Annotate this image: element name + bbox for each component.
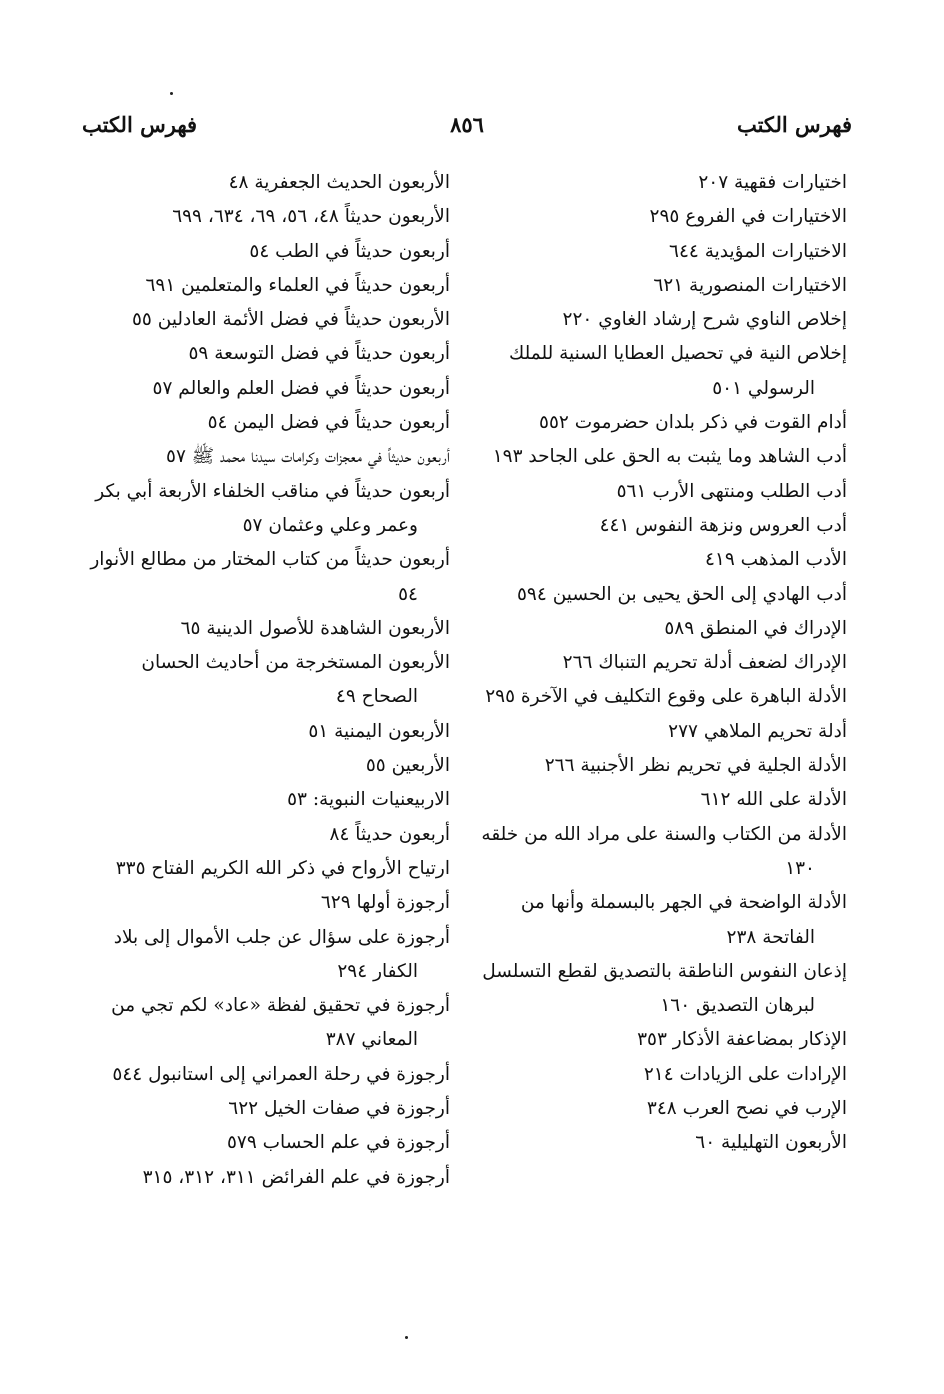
index-entry: أرجوزة في صفات الخيل ٦٢٢: [228, 1098, 450, 1120]
index-entry: الاختيارات المنصورية ٦٢١: [653, 274, 847, 296]
index-entry: الاختيارات المؤيدية ٦٤٤: [669, 240, 847, 262]
index-entry: أربعون حديثاً في مناقب الخلفاء الأربعة أبي بكر وعمر وعلي وعثمان ٥٧: [95, 480, 450, 536]
index-entry: أدب الطلب ومنتهى الأرب ٥٦١: [616, 480, 847, 502]
index-entry: الأدلة من الكتاب والسنة على مراد الله من خلقه ١٣٠: [481, 823, 847, 879]
speck-mark: [405, 1336, 408, 1339]
page-number: ٨٥٦: [450, 112, 484, 137]
index-entry: الأربعون حديثاً في فضل الأئمة العادلين ٥٥: [131, 309, 450, 331]
index-entry: الأربعون المستخرجة من أحاديث الحسان الصحاح ٤٩: [141, 652, 450, 708]
index-entry: الأدلة الباهرة على وقوع التكليف في الآخرة ٢٩٥: [485, 686, 847, 708]
index-entry: أرجوزة أولها ٦٢٩: [320, 892, 450, 914]
index-entry: إخلاص النية في تحصيل العطايا السنية للملك الرسولي ٥٠١: [509, 343, 847, 399]
index-entry: الأربعون التهليلية ٦٠: [695, 1132, 847, 1154]
index-entry: أدلة تحريم الملاهي ٢٧٧: [668, 720, 847, 742]
speck-mark: [170, 92, 173, 95]
index-entry: أرجوزة في تحقيق لفظة «عاد» لكم تجي من المعاني ٣٨٧: [111, 995, 450, 1051]
index-entry: الأربعون الحديث الجعفرية ٤٨: [228, 172, 450, 193]
index-entry: الإذكار بمضاعفة الأذكار ٣٥٣: [637, 1029, 847, 1051]
index-entry: الأدب المذهب ٤١٩: [704, 549, 847, 571]
index-entry: الإرادات على الزيادات ٢١٤: [643, 1063, 847, 1085]
index-column-left: [80, 166, 450, 1195]
index-entry: ارتياح الأرواح في ذكر الله الكريم الفتاح ٣٣٥: [115, 857, 450, 879]
index-entry: الأربعون اليمنية ٥١: [308, 720, 450, 742]
running-title-left: فهرس الكتب: [82, 112, 198, 137]
index-entry: أربعون حديثاً في فضل العلم والعالم ٥٧: [152, 377, 450, 399]
index-entry: أرجوزة على سؤال عن جلب الأموال إلى بلاد الكفار ٢٩٤: [113, 926, 450, 982]
index-entry: الأدلة الواضحة في الجهر بالبسملة وأنها من الفاتحة ٢٣٨: [520, 892, 847, 948]
index-entry: الإدراك لضعف أدلة تحريم التنباك ٢٦٦: [562, 652, 847, 674]
index-entry: الأربعون الشاهدة للأصول الدينية ٦٥: [180, 617, 450, 639]
index-entry: أربعون حديثاً في فضل التوسعة ٥٩: [188, 343, 450, 365]
index-entry: الأدلة الجلية في تحريم نظر الأجنبية ٢٦٦: [544, 755, 847, 777]
index-entry: أرجوزة في علم الحساب ٥٧٩: [226, 1132, 450, 1154]
index-entry: أرجوزة في رحلة العمراني إلى استانبول ٥٤٤: [112, 1063, 450, 1085]
index-entry: أربعون حديثاً ٨٤: [329, 823, 450, 845]
index-entry: أدب الهادي إلى الحق يحيى بن الحسين ٥٩٤: [517, 583, 847, 605]
index-entry: الإدراك في المنطق ٥٨٩: [664, 617, 847, 639]
running-title-right: فهرس الكتب: [736, 112, 852, 137]
index-entry: الإرب في نصح العرب ٣٤٨: [646, 1098, 847, 1120]
index-column-right: [475, 166, 847, 1161]
index-entry: أربعون حديثاً من كتاب المختار من مطالع الأنوار ٥٤: [90, 549, 450, 605]
index-entry: أربعون حديثاً في الطب ٥٤: [249, 240, 450, 262]
index-entry: اختيارات فقهية ٢٠٧: [698, 172, 847, 193]
index-entry: الأربعين ٥٥: [365, 755, 450, 777]
index-entry: إذعان النفوس الناطقة بالتصديق لقطع التسلسل لبرهان التصديق ١٦٠: [482, 960, 847, 1017]
page-header: [82, 112, 852, 146]
index-entry: أرجوزة في علم الفرائض ٣١١، ٣١٢، ٣١٥: [142, 1166, 450, 1188]
index-entry: أربعون حديثاً في معجزات وكرامات سيدنا محمد ﷺ ٥٧: [166, 446, 450, 468]
index-entry: أدام القوت في ذكر بلدان حضرموت ٥٥٢: [539, 412, 847, 434]
index-entry: إخلاص الناوي شرح إرشاد الغاوي ٢٢٠: [562, 309, 847, 331]
index-entry: أدب العروس ونزهة النفوس ٤٤١: [599, 514, 847, 536]
index-entry: الأربعون حديثاً ٤٨، ٥٦، ٦٩، ٦٣٤، ٦٩٩: [172, 206, 450, 228]
index-entry: أربعون حديثاً في فضل اليمن ٥٤: [207, 412, 450, 434]
index-entry: أدب الشاهد وما يثبت به الحق على الجاحد ١٩٣: [492, 446, 847, 468]
index-entry: أربعون حديثاً في العلماء والمتعلمين ٦٩١: [145, 274, 450, 296]
index-entry: الأدلة على الله ٦١٢: [700, 789, 847, 811]
index-entry: الاربيعنيات النبوية: ٥٣: [287, 789, 450, 811]
index-entry: الاختيارات في الفروع ٢٩٥: [649, 206, 847, 228]
